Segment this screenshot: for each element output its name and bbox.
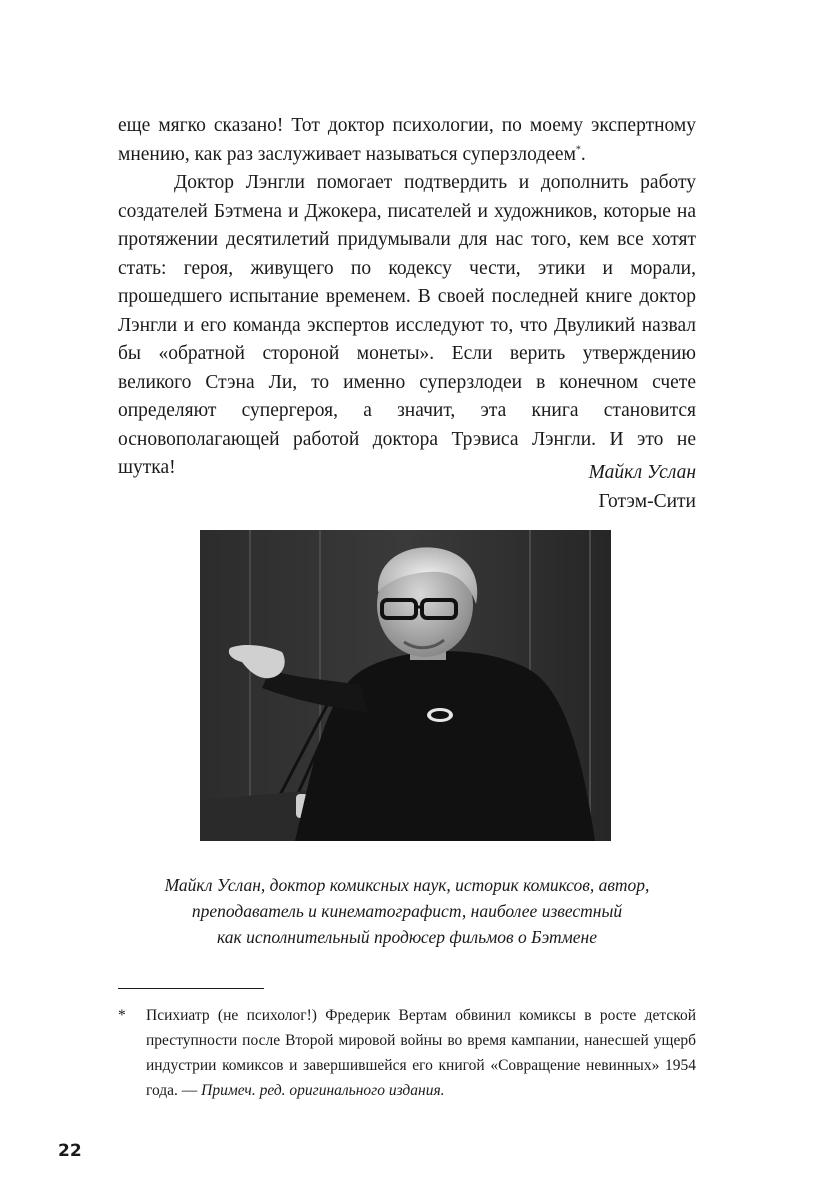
footnote-body (146, 1003, 696, 1103)
page-number: 22 (58, 1141, 82, 1161)
paragraph-1 (118, 112, 696, 169)
paragraph-1-text: еще мягко сказано! Тот доктор психологии, по моему экспертному мнению, как раз заслуживает называться суперзлодеем (118, 115, 696, 165)
footnote-editor-note: Примеч. ред. оригинального издания. (201, 1082, 445, 1099)
caption-line-2: преподаватель и кинематографист, наиболее известный (191, 901, 623, 921)
signature-place: Готэм-Сити (598, 490, 696, 512)
caption-line-1: Майкл Услан, доктор комиксных наук, историк комиксов, автор, (164, 875, 650, 895)
footnote-mark: * (118, 1007, 126, 1024)
author-photo (200, 530, 611, 841)
footnote-reference: * (575, 144, 581, 155)
footnote-text: Психиатр (не психолог!) Фредерик Вертам обвинил комиксы в росте детской преступности после Второй мировой войны во время кампании, нанесшей ущерб индустрии комиксов и завершившейся его книгой «Совращение невинных» 1954 года. — (146, 1007, 696, 1099)
footnote (118, 1003, 696, 1103)
bat-emblem-icon (427, 708, 453, 722)
paragraph-1-end: . (580, 143, 586, 165)
main-text (118, 112, 696, 483)
photo-caption (118, 872, 696, 950)
signature-block (418, 459, 696, 516)
signature-name: Майкл Услан (588, 462, 696, 483)
footnote-divider (118, 988, 264, 989)
paragraph-2: Доктор Лэнгли помогает подтвердить и дополнить работу создателей Бэтмена и Джокера, писателей и художников, которые на протяжении десятилетий придумывали для нас того, кем все хотят стать: героя, живущего по кодексу чести, этики и морали, прошедшего испытание временем. В своей последней книге доктор Лэнгли и его команда экспертов исследуют то, что Двуликий назвал бы «обратной стороной монеты». Если верить утверждению великого Стэна Ли, то именно суперзлодеи в конечном счете определяют супергероя, а значит, эта книга становится основополагающей работой доктора Трэвиса Лэнгли. И это не шутка! (118, 172, 696, 478)
caption-line-3: как исполнительный продюсер фильмов о Бэтмене (217, 927, 597, 947)
